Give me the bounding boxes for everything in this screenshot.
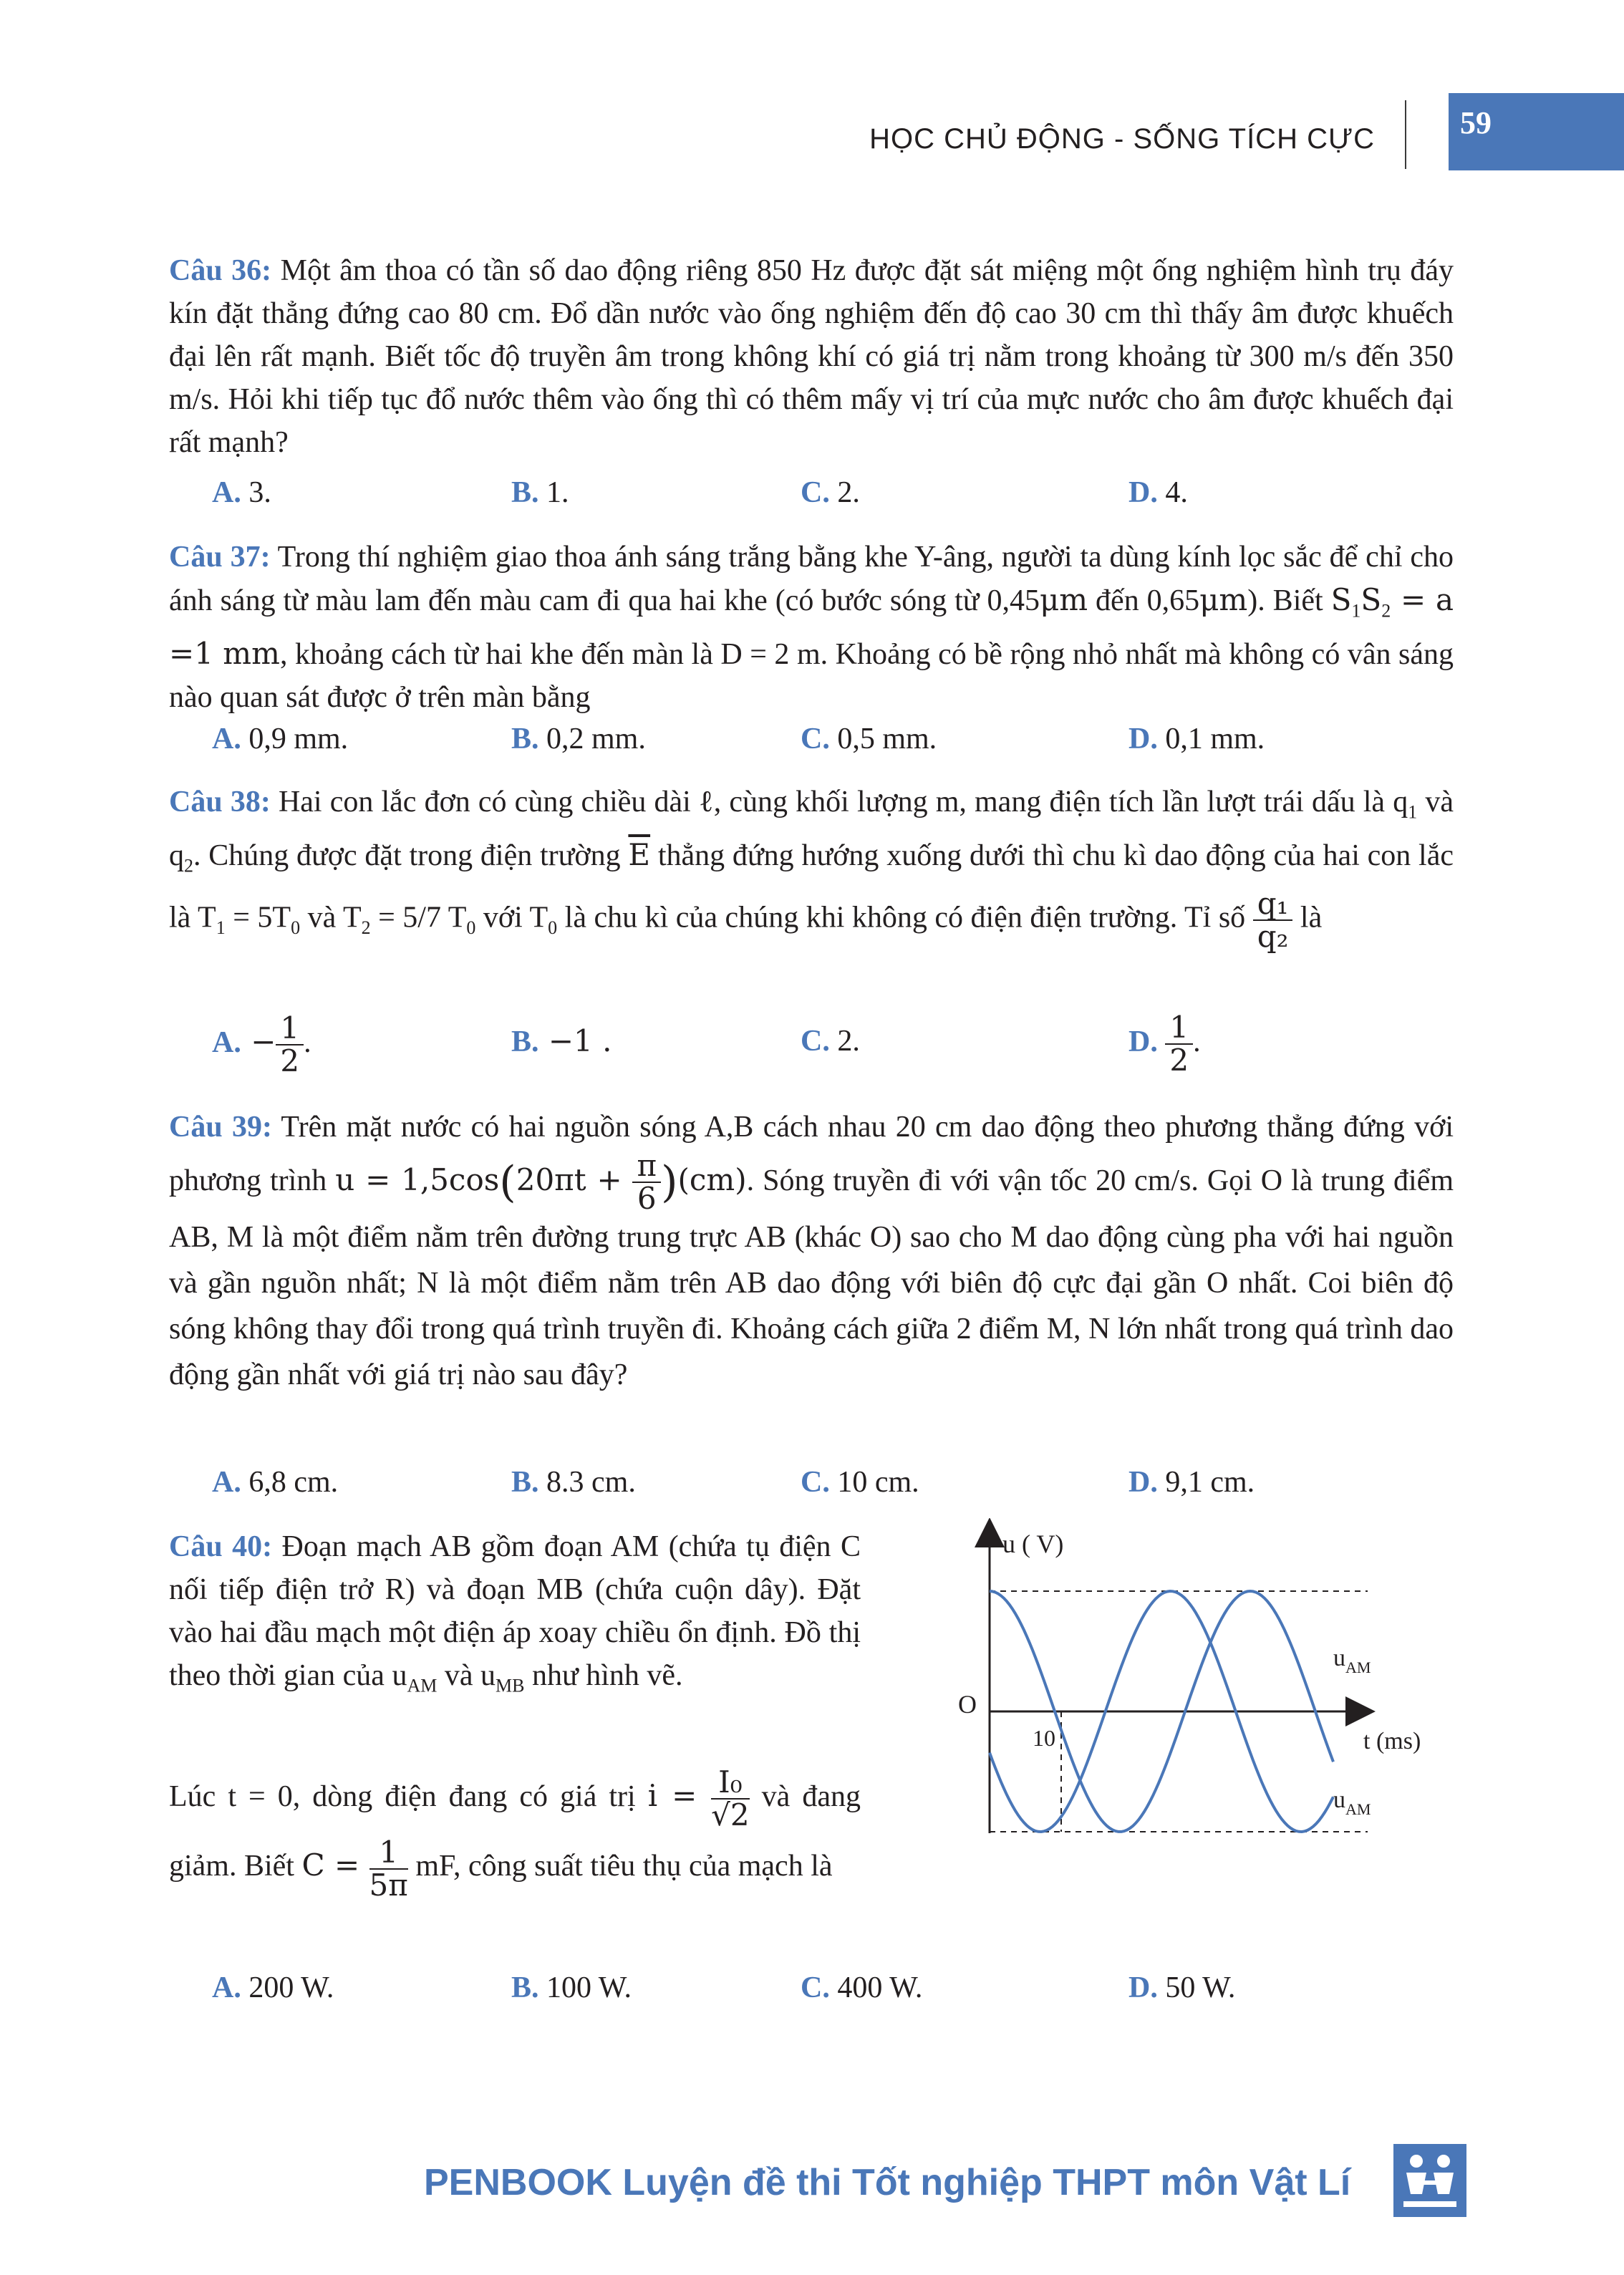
option-d[interactable]: D. 50 W. — [1128, 1971, 1236, 2004]
page-number: 59 — [1460, 105, 1492, 140]
option-a[interactable]: A. 200 W. — [212, 1971, 334, 2004]
question-38: Câu 38: Hai con lắc đơn có cùng chiều dài ℓ, cùng khối lượng m, mang điện tích lần lượt trái dấu là $q_1$ và $q_2$. Chúng được đặt trong điện trường $\overline{E}$ thẳng đứng hướng xuống dưới thì chu kì dao động của hai con lắc là $T_1 = 5T_0$ và $T_2 = 5/7$ $T_0$ với $T_0$ là chu kì của chúng khi không có điện điện trường. Tỉ số $\frac{\text{q₁}}{\text{q₂}}$ là — [169, 786, 1454, 954]
question-label: Câu 36: — [169, 254, 272, 287]
charge-ratio: $\frac{\text{q₁}}{\text{q₂}}$ — [1253, 888, 1293, 952]
question-40-continued: Lúc t = 0, dòng điện đang có giá trị i = $\frac{\text{I₀}}{√2}$ và đang giảm. Biết C = $\frac{1}{5\pi}$ mF, công suất tiêu thụ của mạch là — [169, 1764, 861, 1903]
page-number-box — [1449, 93, 1624, 170]
option-a[interactable]: A. 0,9 mm. — [212, 723, 349, 755]
option-c[interactable]: C. 400 W. — [801, 1971, 923, 2004]
tick-label: 10 — [1033, 1725, 1055, 1751]
voltage-time-graph — [924, 1518, 1468, 1847]
header-divider — [1405, 100, 1406, 169]
people-icon — [1393, 2144, 1466, 2217]
question-37: Câu 37: Trong thí nghiệm giao thoa ánh sáng trắng bằng khe Y-âng, người ta dùng kính lọc sắc để chỉ cho ánh sáng từ màu lam đến màu cam đi qua hai khe (có bước sóng từ 0,45μm đến 0,65μm). Biết $S_1S_2 = a =1$ mm, khoảng cách từ hai khe đến màn là D = 2 m. Khoảng có bề rộng nhỏ nhất mà không có vân sáng nào quan sát được ở trên màn bằng — [169, 541, 1454, 715]
publisher-logo — [1393, 2144, 1466, 2217]
field-vector: $\overline{E}$ — [628, 837, 651, 873]
curve2-label: $u_{AM}$ — [1333, 1787, 1371, 1818]
option-d[interactable]: D. $\frac{1}{2}$ . — [1128, 1010, 1201, 1078]
option-a[interactable]: A. − $\frac{1}{2}$ . — [212, 1010, 311, 1079]
origin-label: O — [958, 1690, 977, 1719]
question-label: Câu 38: — [169, 786, 271, 818]
question-39: Câu 39: Trên mặt nước có hai nguồn sóng A,B cách nhau 20 cm dao động theo phương thẳng đứng với phương trình u = 1,5cos(20πt + $\frac{\pi}{6}$ )(cm). Sóng truyền đi với vận tốc 20 cm/s. Gọi O là trung điểm AB, M là một điểm nằm trên đường trung trực AB (khác O) sao cho M dao động cùng pha với hai nguồn và gần nguồn nhất; N là một điểm nằm trên AB dao động với biên độ cực đại gần O nhất. Coi biên độ sóng không thay đổi trong quá trình truyền đi. Khoảng cách giữa 2 điểm M, N lớn nhất trong quá trình dao động gần nhất với giá trị nào sau đây? — [169, 1111, 1454, 1391]
wave-equation: u = 1,5cos(20πt + $\frac{\pi}{6}$ )(cm) — [335, 1148, 747, 1216]
question-label: Câu 37: — [169, 541, 271, 574]
option-d[interactable]: D. 0,1 mm. — [1128, 723, 1265, 755]
option-a[interactable]: A. 3. — [212, 476, 271, 509]
option-d[interactable]: D. 4. — [1128, 476, 1188, 509]
y-axis-label: u ( V) — [1002, 1530, 1064, 1558]
option-a[interactable]: A. 6,8 cm. — [212, 1466, 339, 1499]
option-d[interactable]: D. 9,1 cm. — [1128, 1466, 1255, 1499]
option-c[interactable]: C. 10 cm. — [801, 1466, 919, 1499]
question-text: Một âm thoa có tần số dao động riêng 850 Hz được đặt sát miệng một ống nghiệm hình trụ đáy kín đặt thẳng đứng cao 80 cm. Đổ dần nước vào ống nghiệm đến độ cao 30 cm thì thấy âm được khuếch đại lên rất mạnh. Biết tốc độ truyền âm trong không khí có giá trị nằm trong khoảng từ 300 m/s đến 350 m/s. Hỏi khi tiếp tục đổ nước thêm vào ống thì có thêm mấy vị trí của mực nước cho âm được khuếch đại rất mạnh? — [169, 254, 1454, 459]
question-label: Câu 39: — [169, 1111, 272, 1144]
option-b[interactable]: B. −1 . — [511, 1023, 612, 1058]
option-c[interactable]: C. 2. — [801, 1025, 860, 1058]
question-label: Câu 40: — [169, 1530, 273, 1563]
option-b[interactable]: B. 1. — [511, 476, 569, 509]
option-c[interactable]: C. 0,5 mm. — [801, 723, 937, 755]
option-b[interactable]: B. 100 W. — [511, 1971, 632, 2004]
question-40: Câu 40: Đoạn mạch AB gồm đoạn AM (chứa tụ điện C nối tiếp điện trở R) và đoạn MB (chứa cuộn dây). Đặt vào hai đầu mạch một điện áp xoay chiều ổn định. Đồ thị theo thời gian của $u_{AM}$ và $u_{MB}$ như hình vẽ. — [169, 1530, 861, 1696]
x-axis-label: t (ms) — [1363, 1728, 1421, 1754]
option-b[interactable]: B. 0,2 mm. — [511, 723, 646, 755]
curve1-label: $u_{AM}$ — [1333, 1645, 1371, 1676]
question-36 — [169, 249, 1454, 464]
footer-title: PENBOOK Luyện đề thi Tốt nghiệp THPT môn Vật Lí — [424, 2162, 1351, 2203]
option-c[interactable]: C. 2. — [801, 476, 860, 509]
option-b[interactable]: B. 8.3 cm. — [511, 1466, 636, 1499]
running-header: HỌC CHỦ ĐỘNG - SỐNG TÍCH CỰC — [869, 123, 1375, 155]
